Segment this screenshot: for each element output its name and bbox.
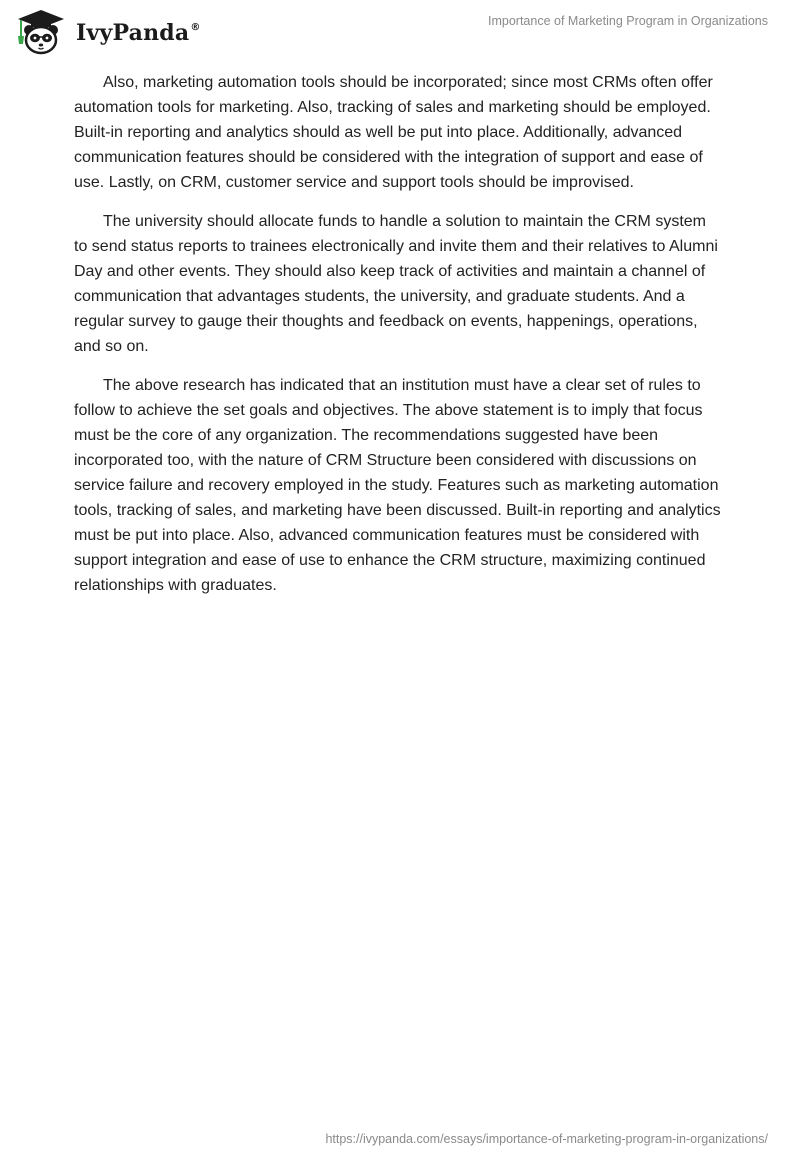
essay-body xyxy=(74,70,722,612)
paragraph: The university should allocate funds to handle a solution to maintain the CRM system to send status reports to trainees electronically and invite them and their relatives to Alumni Day and other events. They should also keep track of activities and maintain a channel of communication that advantages students, the university, and graduate students. And a regular survey to gauge their thoughts and feedback on events, happenings, operations, and so on. xyxy=(74,213,718,355)
page-header xyxy=(0,0,800,60)
registered-mark: ® xyxy=(190,22,201,33)
panda-graduate-icon xyxy=(14,8,68,56)
brand-name: IvyPanda® xyxy=(76,20,201,46)
paragraph: Also, marketing automation tools should be incorporated; since most CRMs often offer automation tools for marketing. Also, tracking of sales and marketing should be employed. Built-in reporting and analytics should as well be put into place. Additionally, advanced communication features should be considered with the integration of support and ease of use. Lastly, on CRM, customer service and support tools should be improvised. xyxy=(74,74,713,191)
document-title: Importance of Marketing Program in Organizations xyxy=(488,14,768,28)
source-url[interactable]: https://ivypanda.com/essays/importance-of-marketing-program-in-organizations/ xyxy=(325,1132,768,1146)
ivypanda-logo[interactable] xyxy=(14,8,201,56)
paragraph: The above research has indicated that an institution must have a clear set of rules to follow to achieve the set goals and objectives. The above statement is to imply that focus must be the core of any organization. The recommendations suggested have been incorporated too, with the nature of CRM Structure been considered with discussions on service failure and recovery employed in the study. Features such as marketing automation tools, tracking of sales, and marketing have been discussed. Built-in reporting and analytics must be put into place. Also, advanced communication features must be considered with support integration and ease of use to enhance the CRM structure, maximizing continued relationships with graduates. xyxy=(74,377,721,594)
